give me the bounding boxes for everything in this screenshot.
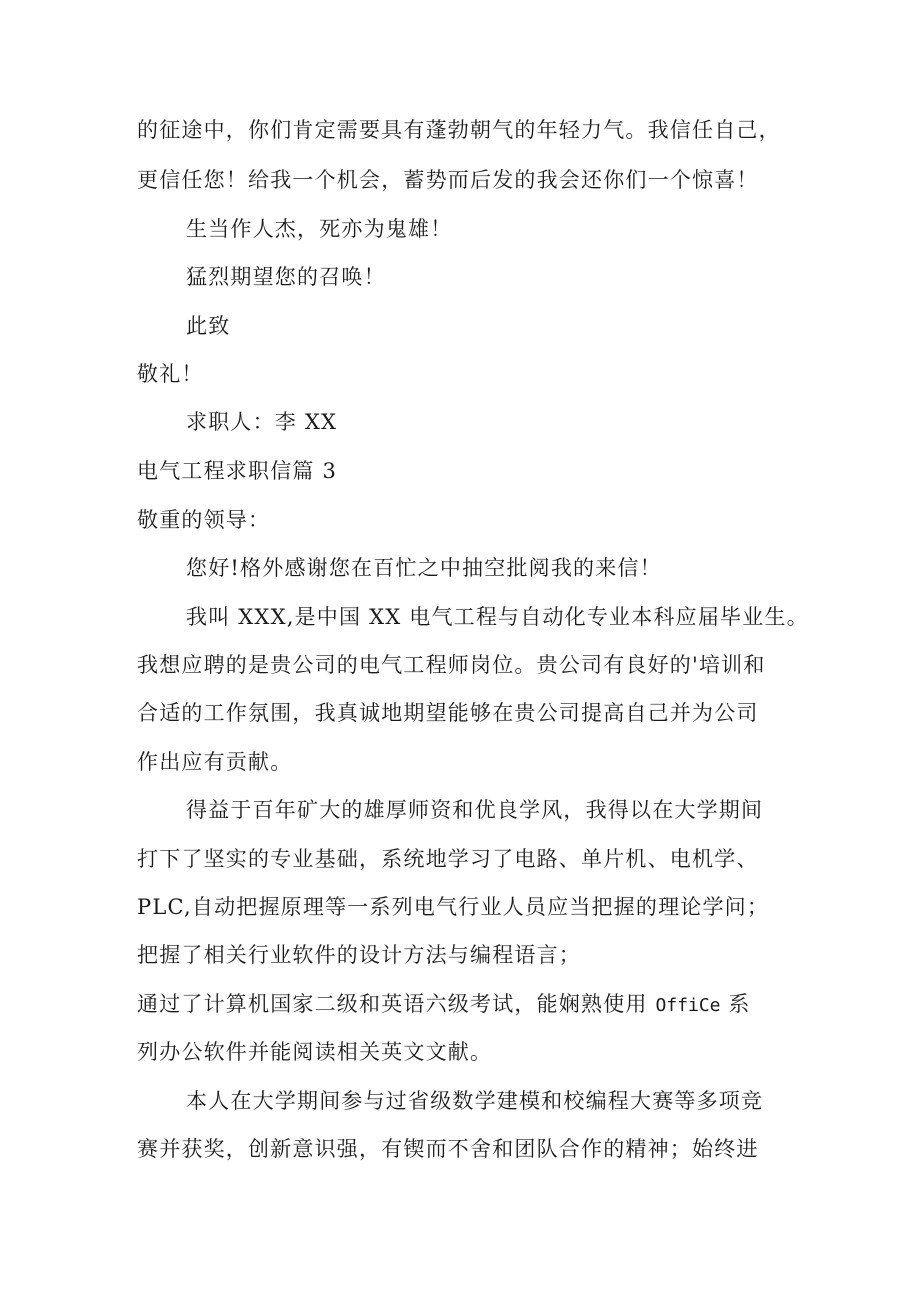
- paragraph-line: 您好!格外感谢您在百忙之中抽空批阅我的来信！: [186, 556, 662, 580]
- paragraph-line: [137, 989, 751, 1021]
- salutation-line: 敬礼！: [137, 362, 204, 386]
- paragraph-line: 我叫 XXX,是中国 XX 电气工程与自动化专业本科应届毕业生。: [186, 605, 809, 629]
- paragraph-line: PLC,自动把握原理等一系列电气行业人员应当把握的理论学问；: [137, 895, 770, 919]
- signature-line: 求职人：李 XX: [186, 410, 338, 434]
- office-word: OffiCe: [655, 995, 721, 1016]
- paragraph-line: 赛并获奖，创新意识强，有锲而不舍和团队合作的精神；始终进: [137, 1137, 759, 1161]
- paragraph-line: 得益于百年矿大的雄厚师资和优良学风，我得以在大学期间: [186, 798, 764, 822]
- paragraph-line: 本人在大学期间参与过省级数学建模和校编程大赛等多项竞: [186, 1089, 764, 1113]
- paragraph-line: 的征途中，你们肯定需要具有蓬勃朝气的年轻力气。我信任自己，: [137, 118, 781, 142]
- section-heading: 电气工程求职信篇 3: [137, 459, 338, 483]
- paragraph-line: 更信任您！给我一个机会，蓄势而后发的我会还你们一个惊喜！: [137, 168, 759, 192]
- paragraph-line: 我想应聘的是贵公司的电气工程师岗位。贵公司有良好的'培训和: [137, 653, 766, 677]
- greeting-line: 敬重的领导：: [137, 508, 271, 532]
- paragraph-line: 合适的工作氛围，我真诚地期望能够在贵公司提高自己并为公司: [137, 701, 759, 725]
- paragraph-line: 列办公软件并能阅读相关英文文献。: [137, 1040, 493, 1064]
- paragraph-line: 猛烈期望您的召唤！: [186, 265, 386, 289]
- paragraph-line: 作出应有贡献。: [137, 750, 293, 774]
- paragraph-line: 生当作人杰，死亦为鬼雄！: [186, 217, 453, 241]
- paragraph-line: 打下了坚实的专业基础，系统地学习了电路、单片机、电机学、: [137, 847, 759, 871]
- line-text: 系: [728, 992, 751, 1016]
- closing-line: 此致: [186, 314, 231, 338]
- line-text: 通过了计算机国家二级和英语六级考试，能娴熟使用: [137, 992, 648, 1016]
- paragraph-line: 把握了相关行业软件的设计方法与编程语言；: [137, 943, 581, 967]
